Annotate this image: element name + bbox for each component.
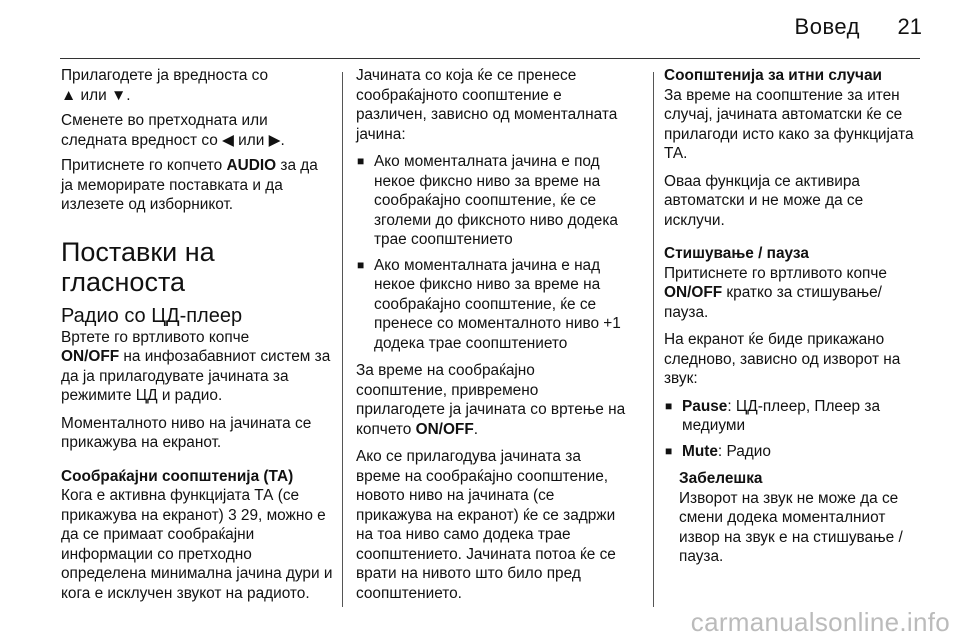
on-off-button-label: ON/OFF [664,284,723,301]
subheading-cd-radio: Радио со ЦД-плеер [61,304,243,327]
paragraph-press-knob: Притиснете го вртливото копче ON/OFF кратко за стишување/пауза. [664,264,887,321]
heading-mute-pause: Стишување / пауза [664,245,809,262]
up-arrow-icon: ▲ [61,86,77,104]
left-arrow-icon: ◀ [222,131,234,149]
page-reference: 3 29, [228,506,263,524]
column-2 [356,66,628,611]
paragraph-adjust-value: Прилагодете ја вредноста со ▲ или ▼. [61,67,269,104]
heading-traffic-announcements: Сообраќајни соопштенија (ТА) [61,467,294,485]
paragraph-turn-knob: Вртете го вртливото копче ON/OFF на инфозабавниот систем за да ја прилагодувате јачината за режимите ЦД и радио. [61,328,331,404]
note-box [664,469,926,567]
list-item: ■ Ако моменталната јачина е под некое фиксно ниво за време на сообраќајно соопштение, ќе се зголеми до фиксното ниво додека трае соопштението [357,153,618,248]
paragraph-ta-function: Кога е активна функцијата ТА (се прикажува на екранот) 3 29, можно е да се примаат сообраќајни информации со претходно определена минимална јачина дури и кога е исклучен звукот на радиото. [61,487,333,602]
paragraph-display-shows: На екранот ќе биде прикажано следново, зависно од изворот на звук: [664,331,901,387]
column-divider-1 [342,72,343,607]
column-3 [664,66,926,567]
paragraph-announcement-volume: Јачината со која ќе се пренесе сообраќајното соопштение е различен, зависно од моменталната јачина: [356,67,618,143]
on-off-button-label: ON/OFF [61,348,120,365]
column-1 [61,66,333,611]
bullet-list-volume-cases [356,152,628,353]
paragraph-change-value: Сменете во претходната или следната вредност со ◀ или ▶. [61,112,285,149]
column-divider-2 [653,72,654,607]
bullet-square-icon: ■ [357,257,365,272]
paragraph-level-retained: Ако се прилагодува јачината за време на сообраќајно соопштение, новото ниво на јачината (се прикажува на екранот) ќе се задржи на тоа ниво само додека трае соопштението. Јачината потоа ќе се врати на нивото што било пред соопштението. [356,448,616,602]
paragraph-emergency-volume: За време на соопштение за итен случај, јачината автоматски ќе се прилагоди исто како за функцијата ТА. [664,86,914,162]
note-text: Изворот на звук не може да се смени додека моменталниот извор на звук е на стишување / пауза. [679,489,903,565]
audio-button-label: AUDIO [226,157,277,174]
heading-emergency-announcements: Соопштенија за итни случаи [664,67,882,84]
down-arrow-icon: ▼. [110,86,131,104]
paragraph-press-audio: Притиснете го копчето AUDIO за да ја меморирате поставката и да излезете од изборникот. [61,157,318,213]
header-rule [60,58,920,59]
on-off-button-label: ON/OFF [415,420,474,438]
paragraph-current-level: Моменталното ниво на јачината се прикажува на екранот. [61,414,312,451]
right-arrow-icon: ▶. [268,131,285,149]
note-title: Забелешка [679,470,763,487]
list-item: ■ Pause: ЦД-плеер, Плеер за медиуми [665,397,881,434]
bullet-square-icon: ■ [665,398,673,413]
section-heading-volume-settings: Поставки на гласноста [61,236,215,297]
watermark: carmanualsonline.info [690,607,950,637]
list-item: ■ Mute: Радио [665,442,771,460]
list-item: ■ Ако моменталната јачина е над некое фиксно ниво за време на сообраќајно соопштение, ќе се пренесе со моменталното ниво +1 додека трае соопштението [357,256,621,352]
page-number: 21 [897,14,922,39]
bullet-square-icon: ■ [665,443,673,458]
page-header-title: Вовед [794,14,860,39]
paragraph-temporary-adjust: За време на сообраќајно соопштение, привремено прилагодете ја јачината со вртење на копчето ON/OFF. [356,362,626,438]
bullet-list-display-states [664,397,926,462]
paragraph-auto-activated: Оваа функција се активира автоматски и не може да се исклучи. [664,172,864,229]
bullet-square-icon: ■ [357,154,365,168]
